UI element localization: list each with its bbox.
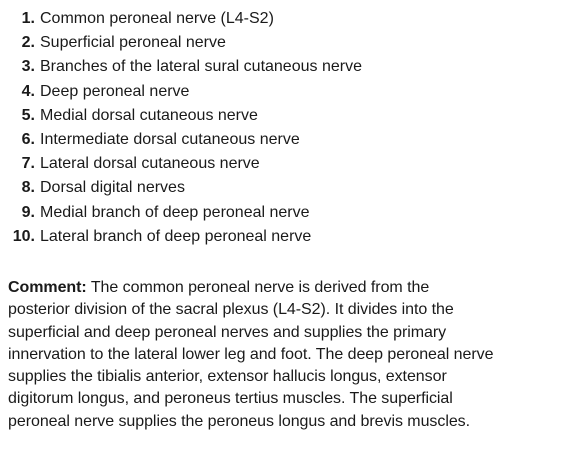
legend-label: Intermediate dorsal cutaneous nerve [40,130,300,148]
comment-label: Comment: [8,279,87,296]
legend-item-2 [8,31,568,55]
legend-label: Common peroneal nerve (L4-S2) [40,10,274,27]
comment-line-5: supplies the tibialis anterior, extensor hallucis longus, extensor [8,368,447,386]
legend-label: Medial branch of deep peroneal nerve [40,203,310,221]
comment-line-1 [8,277,580,299]
legend-number: 9. [21,203,35,221]
legend-item-10 [8,225,568,249]
legend-item-6 [8,128,568,152]
legend-label: Dorsal digital nerves [40,179,185,197]
legend-number: 8. [21,179,35,197]
comment-paragraph [8,277,580,433]
legend-number: 1. [21,10,35,27]
legend-label: Deep peroneal nerve [40,82,190,100]
legend-label: Lateral dorsal cutaneous nerve [40,155,260,173]
legend-number: 5. [21,106,35,124]
legend-item-4 [8,80,568,104]
legend-item-8 [8,176,568,200]
comment-line-2: posterior division of the sacral plexus (L4-S2). It divides into the [8,301,454,319]
legend-number: 3. [21,58,35,76]
legend-number: 7. [21,155,35,173]
legend-label: Lateral branch of deep peroneal nerve [40,227,312,245]
legend-number: 4. [21,82,35,100]
legend-item-1 [8,7,568,31]
comment-text: The common peroneal nerve is derived from the [86,279,430,296]
comment-line-7: peroneal nerve supplies the peroneus longus and brevis muscles. [8,412,471,430]
legend-item-3 [8,55,568,79]
legend-item-7 [8,152,568,176]
legend-label: Medial dorsal cutaneous nerve [40,106,258,124]
comment-line-6: digitorum longus, and peroneus tertius muscles. The superficial [8,390,453,408]
legend-number: 10. [12,227,35,245]
legend-number: 2. [21,34,35,52]
legend-item-9 [8,201,568,225]
legend-label: Superficial peroneal nerve [40,34,226,52]
legend-label: Branches of the lateral sural cutaneous nerve [40,58,362,76]
legend-item-5 [8,104,568,128]
comment-line-3: superficial and deep peroneal nerves and supplies the primary [8,323,447,341]
comment-line-4: innervation to the lateral lower leg and foot. The deep peroneal nerve [8,345,494,363]
legend-number: 6. [21,130,35,148]
nerve-legend-list [8,7,568,249]
